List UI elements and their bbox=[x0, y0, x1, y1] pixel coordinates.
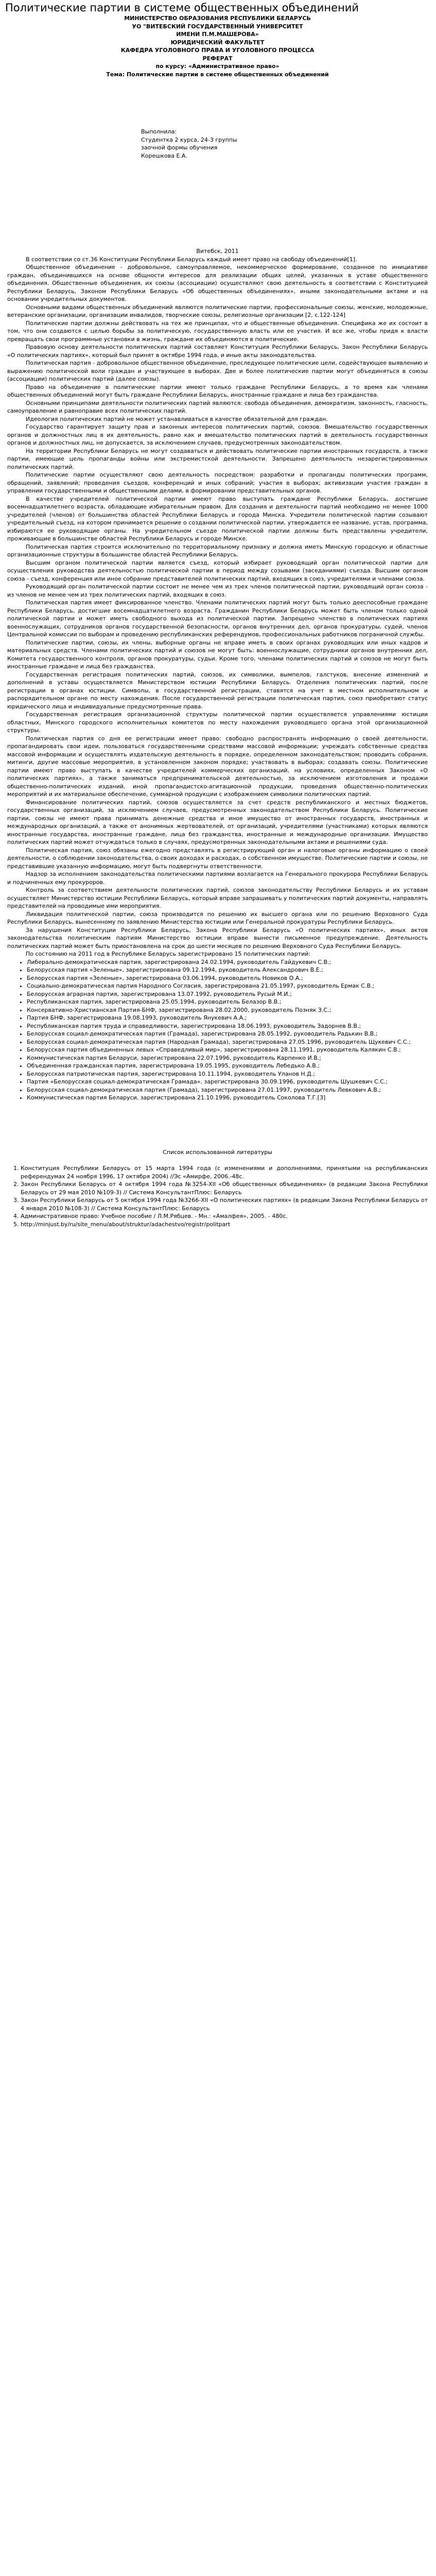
list-item: • Социально-демократическая партия Народного Согласия, зарегистрирована 21.05.1997, руководитель Ермак С.В.; bbox=[27, 982, 428, 990]
paragraph: Правовую основу деятельности политических партий составляет Конституция Республики Беларусь, Закон Республики Беларусь «О политических партиях», который был принят в октябре 1994 года, и иные акты законодательства. bbox=[7, 344, 428, 359]
paragraph: Политические партии, союзы, их члены, выборные органы не вправе иметь в своих органах руководящих или иных кадров и материальных средств. Членами политических партий и союзов не могут быть: военнослужащие, сотрудники органов внутренних дел, Комитета государственного контроля, органов прокуратуры, судьи. Кроме того, членами политических партий и союзов не могут быть иностранные граждане и лица без гражданства. bbox=[7, 639, 428, 670]
course-line: по курсу: «Административное право» bbox=[155, 63, 280, 70]
essay-text bbox=[7, 256, 428, 958]
university-line: УО "ВИТЕБСКИЙ ГОСУДАРСТВЕННЫЙ УНИВЕРСИТЕТ bbox=[132, 23, 303, 30]
paragraph: Политические партии должны действовать на тех же принципах, что и общественные объединения. Специфика же их состоит в том, что они создаются с целью борьбы за политическую, государственную власть или ее участия. И все же, чтобы придя к власти превращать свои программные установки в жизнь, граждане их объединяются в политические. bbox=[7, 319, 428, 343]
sources-title: Список использованной литературы bbox=[163, 1148, 272, 1156]
source-item: 2. Закон Республики Беларусь от 4 октября 1994 года №3254-XII «Об общественных объединениях» (в редакции Закона Республики Беларусь от 29 мая 2010 №109-3) // Система КонсультантПлюс: Беларусь bbox=[21, 1180, 428, 1196]
paragraph: Финансирование политических партий, союзов осуществляется за счет средств республиканского и местных бюджетов, государственных организаций, за исключением случаев, предусмотренных законодательством Республики Беларусь. Политические партии, союзы не имеют права принимать денежные средства и иное имущество от иностранных государств, иностранных и международных организаций, а также от анонимных жертвователей, от организаций, учредителями (участниками) которых являются иностранные государства, иностранные граждане, лица без гражданства, иностранные и международные организации. Имущество политических партий может отчуждаться только в случаях, предусмотренных законодательными актами и решениями суда. bbox=[7, 799, 428, 845]
paragraph: Политическая партия - добровольное общественное объединение, преследующее политические цели, содействующее выявлению и выражению политической воли граждан и участвующее в выборах. Две и более политические партии могут объединяться в союзы (ассоциации) политических партий (далее союзы). bbox=[7, 360, 428, 382]
list-item: • Белорусская партия «Зеленые», зарегистрирована 03.06.1994, руководитель Новиков О.А.; bbox=[27, 974, 428, 982]
source-item: 3. Закон Республики Беларусь от 5 октября 1994 года №3266-XII «О политических партиях» (в редакции Закона Республики Беларусь от 4 января 2010 №108-3) // Система КонсультантПлюс: Беларусь bbox=[21, 1196, 428, 1212]
list-item: • Партия БНФ, зарегистрирована 19.08.1993, руководитель Янукевич А.А.; bbox=[27, 1014, 428, 1022]
paragraph: Контроль за соответствием деятельности политических партий, союзов законодательству Республики Беларусь и их уставам осуществляет Министерство юстиции Республики Беларусь, который вправе запрашивать у политических партий документы, направлять представителей на проводимые ими мероприятия. bbox=[7, 887, 428, 909]
author-label: Выполнила: bbox=[141, 128, 177, 135]
list-item: • Белорусская аграрная партия, зарегистрирована 13.07.1992, руководитель Русый М.И.; bbox=[27, 990, 428, 998]
list-item: • Коммунистическая партия Беларуси, зарегистрирована 22.07.1996, руководитель Карпенко И.В.; bbox=[27, 1054, 428, 1062]
paragraph: По состоянию на 2011 год в Республике Беларусь зарегистрировано 15 политических партий: bbox=[26, 951, 311, 957]
paragraph: Высшим органом политической партии является съезд, который избирает руководящий орган политической партии для осуществления руководства деятельностью политической партии в период между созывами (заседаниями) съезда. Высшим органом союза - съезд, конференция или иное собрание представителей политических партий, входящих в союз, учредителями и членами союза. bbox=[7, 559, 428, 582]
paragraph: Руководящий орган политической партии состоит не менее чем из трех членов политической партии, руководящий орган союза - из членов не менее чем из трех политических партий, входящих в союз. bbox=[7, 583, 428, 598]
parties-list bbox=[7, 958, 428, 1102]
title-block bbox=[7, 14, 428, 78]
faculty-line: ЮРИДИЧЕСКИЙ ФАКУЛЬТЕТ bbox=[170, 39, 265, 46]
paragraph: Надзор за исполнением законодательства политическими партиями возлагается на Генерального прокурора Республики Беларусь и подчиненных ему прокуроров. bbox=[7, 871, 428, 886]
paragraph: Основными видами общественных объединений являются политические партии, профессиональные союзы, женские, молодежные, ветеранские организации, организации инвалидов, творческие союзы, религиозные организации [2, с.122-124] bbox=[7, 303, 428, 318]
paragraph: В качестве учредителей политической партии имеют право выступать граждане Республики Беларусь, достигшие восемнадцатилетнего возраста, обладающие избирательным правом. Для создания и деятельности партий необходимо не менее 1000 учредителей (членов) от большинства областей Республики Беларусь и города Минска. Учредители политической партии созывают учредительный съезд, на котором принимается решение о создании политической партии, утверждается ее название, устав, программа, избираются ее руководящие органы. На учредительном съезде политической партии должны быть представлены учредители, проживающие в большинстве областей Республики Беларусь и городе Минске. bbox=[7, 495, 428, 542]
list-item: • Белорусская партия объединенных левых «Справедливый мир», зарегистрирована 28.11.1991, руководитель Калякин С.В.; bbox=[27, 1046, 428, 1054]
paragraph: Политическая партия, союз обязаны ежегодно представлять в регистрирующий орган и налоговые органы информацию о своей деятельности, о соблюдении законодательства, о своих доходах и расходах, о собственном имуществе. Политические партии и союзы, не представившие указанную информацию, могут быть подвергнуты ответственности. bbox=[7, 846, 428, 870]
list-item: • Коммунистическая партия Беларуси, зарегистрирована 21.10.1996, руководитель Соколова Т.Г.[3] bbox=[27, 1094, 428, 1102]
list-item: • Республиканская партия труда и справедливости, зарегистрирована 18.06.1993, руководитель Задорнев В.В.; bbox=[27, 1022, 428, 1030]
sources-list bbox=[7, 1164, 428, 1228]
page-title: Политические партии в системе общественных объединений bbox=[5, 2, 359, 14]
topic-line: Тема: Политические партии в системе общественных объединений bbox=[106, 71, 329, 78]
paragraph: Политическая партия имеет фиксированное членство. Членами политических партий могут быть только дееспособные граждане Республики Беларусь, достигшие восемнадцатилетнего возраста. Гражданин Республики Беларусь может быть членом только одной политической партии и может иметь свободного выхода из политической партии. Запрещено членство в политических партиях военнослужащих, сотрудников органов государственной безопасности, органов внутренних дел, органов прокуратуры, судей, членов Центральной комиссии по выборам и проведению республиканских референдумов, профессиональных работников пограничной службы. bbox=[7, 599, 428, 638]
paragraph: В соответствии со ст.36 Конституции Республики Беларусь каждый имеет право на свободу объединений[1]. bbox=[26, 256, 357, 263]
list-item: • Партия «Белорусская социал-демократическая Грамада», зарегистрирована 30.09.1996, руководитель Шушкевич С.С.; bbox=[27, 1078, 428, 1086]
author-course: Студентка 2 курса, 24-3 группы bbox=[141, 136, 237, 143]
source-item: 1. Конституция Республики Беларусь от 15 марта 1994 года (с изменениями и дополнениями, принятыми на республиканских референдумах 24 ноября 1996, 17 октября 2004) //Эс «Амирфе, 2006.-48с. bbox=[21, 1164, 428, 1180]
document-body bbox=[7, 14, 428, 1228]
list-item: • Либерально-демократическая партия, зарегистрирована 24.02.1994, руководитель Гайдукевич С.В.; bbox=[27, 958, 428, 967]
list-item: • Консервативно-Христианская Партия-БНФ, зарегистрирована 28.02.2000, руководитель Позняк З.С.; bbox=[27, 1006, 428, 1014]
paragraph: Политические партии осуществляют свою деятельность посредством: разработки и пропаганды политических программ, обращений, заявлений; проведения съездов, конференций и иных собраний; участия в выборах; активизации участия граждан в управлении государственными и общественными делами, в формировании представительных органов. bbox=[7, 471, 428, 494]
paragraph: Общественное объединение - добровольное, самоуправляемое, некоммерческое формирование, созданное по инициативе граждан, объединившихся на основе общности интересов для реализации общих целей, указанных в уставе общественного объединения. Общественные объединения, их союзы (ассоциации) осуществляют свою деятельность в соответствии с Конституцией Республики Беларусь, Законом Республики Беларусь «Об общественных объединениях», иными законодательными актами и на основании учредительных документов. bbox=[7, 264, 428, 302]
ministry-line: МИНИСТЕРСТВО ОБРАЗОВАНИЯ РЕСПУБЛИКИ БЕЛАРУСЬ bbox=[124, 15, 311, 22]
paragraph: Политическая партия строится исключительно по территориальному признаку и должна иметь Минскую городскую и областные организационные структуры в большинстве областей Республики Беларусь. bbox=[7, 543, 428, 558]
list-item: • Объединенная гражданская партия, зарегистрирована 19.05.1995, руководитель Лебедько А.В.; bbox=[27, 1062, 428, 1070]
paragraph: На территории Республики Беларусь не могут создаваться и действовать политические партии иностранных государств, а также партии, имеющие цель пропаганды войны или экстремистской деятельности. Запрещено деятельность незарегистрированных политических партий. bbox=[7, 447, 428, 470]
paragraph: Государство гарантирует защиту прав и законных интересов политических партий, союзов. Вмешательство государственных органов и должностных лиц в их деятельность, равно как и вмешательство политических партий в деятельность государственных органов и должностных лиц, не допускается, за исключением случаев, предусмотренных законодательством. bbox=[7, 423, 428, 446]
author-form: заочной формы обучения bbox=[141, 144, 218, 151]
list-item: • Белорусская патриотическая партия, зарегистрирована 10.11.1994, руководитель Уланов Н.Д.; bbox=[27, 1070, 428, 1078]
source-link[interactable]: 5. http://minjust.by/ru/site_menu/about/struktur/adachestvo/registr/politpart bbox=[21, 1221, 428, 1229]
list-item: • Республиканская партия, зарегистрирована 25.05.1994, руководитель Белазор В.В.; bbox=[27, 998, 428, 1006]
list-item: • Белорусская социал-демократическая партия (Грамада), зарегистрирована 27.01.1997, руководитель Левкович А.В.; bbox=[27, 1086, 428, 1094]
paragraph: Государственная регистрация политических партий, союзов, их символики, вымпелов, галстуков, внесение изменений и дополнений в уставы осуществляется Министерством юстиции Республики Беларусь. Отделения политических партий, после регистрации в органах юстиции. Символы, в государственной регистрации, ставятся на учет в местном исполнительном и распорядительном органе по месту нахождения. После государственной регистрации политическая партия, союз приобретают статус юридического лица и индивидуальные предусмотренные права. bbox=[7, 671, 428, 710]
author-block bbox=[141, 128, 428, 160]
city-year: Витебск, 2011 bbox=[196, 248, 239, 255]
paragraph: Право на объединение в политические партии имеют только граждане Республики Беларусь, а то время как членами общественных объединений могут быть граждане Республики Беларусь, иностранные граждане и лица без гражданства. bbox=[7, 383, 428, 398]
department-line: КАФЕДРА УГОЛОВНОГО ПРАВА И УГОЛОВНОГО ПРОЦЕССА bbox=[120, 47, 315, 54]
paragraph: Основными принципами деятельности политических партий являются: свобода объединения, демократизм, законность, гласность, самоуправление и равноправие всех политических партий. bbox=[7, 399, 428, 414]
paragraph: Государственная регистрация организационной структуры политической партии осуществляется управлениями юстиции областных, Минского городского исполнительных комитетов по месту нахождения руководящего органа этой организационной структуры. bbox=[7, 711, 428, 734]
paragraph: За нарушения Конституции Республики Беларусь, Закона Республики Беларусь «О политических партиях», иных актов законодательства политическим партиям Министерство юстиции вправе вынести письменное предупреждение. Деятельность политических партий может быть приостановлена на срок до шести месяцев по решению Верховного Суда Республики Беларусь. bbox=[7, 926, 428, 950]
university-name-line: ИМЕНИ П.М.МАШЕРОВА» bbox=[176, 31, 259, 38]
list-item: • Белорусская социал-демократическая партия (Народная Грамада), зарегистрирована 27.05.1996, руководитель Щукевич С.С.; bbox=[27, 1038, 428, 1046]
author-name: Корешкова Е.А. bbox=[141, 152, 187, 159]
list-item: • Белорусская партия «Зеленые», зарегистрирована 09.12.1994, руководитель Александрович В.Е.; bbox=[27, 966, 428, 974]
work-type-line: РЕФЕРАТ bbox=[202, 55, 233, 62]
paragraph: Политическая партия со дня ее регистрации имеет право: свободно распространять информацию о своей деятельности, пропагандировать свои идеи, пользоваться государственными средствами массовой информации; учреждать собственные средства массовой информации и осуществлять издательскую деятельность в порядке, определенном законодательством; проводить собрания, митинги, другие массовые мероприятия, в установленном законом порядке; участвовать в выборах; создавать союзы. Политические партии имеют право выступать в качестве учредителей коммерческих организаций, на условиях, определенных Законом «О политических партиях», а также заниматься предпринимательской деятельностью, за исключением изготовления и продажи общественно-политических изданий, иной пропагандистско-агитационной продукции, проведения общественно-политических мероприятий и их материальное обеспечение, суммарной продукции с изображением символики политических партий. bbox=[7, 735, 428, 798]
list-item: • Белорусская социал-демократическая партия (Грамада), зарегистрирована 28.05.1992, руководитель Радькин В.В.; bbox=[27, 1030, 428, 1038]
paragraph: Идеология политических партий не может устанавливаться в качестве обязательной для граждан. bbox=[26, 415, 328, 422]
source-item: 4. Административное право: Учебное пособие / Л.М.Рябцев. - Мн.: «Амалфея», 2005. - 480с. bbox=[21, 1212, 428, 1221]
paragraph: Ликвидация политической партии, союза производится по решению их высшего органа или по решению Верховного Суда Республики Беларусь, вынесенному по заявлению Министерства юстиции или Генеральной прокуратуры Республики Беларусь. bbox=[7, 910, 428, 925]
